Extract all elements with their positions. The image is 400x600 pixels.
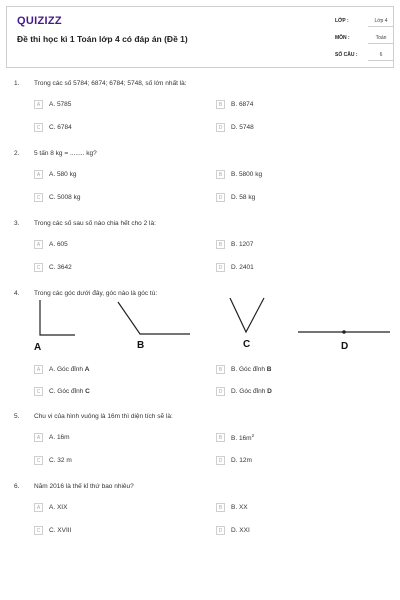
angle-d-figure [298,330,390,334]
option-letter-box: C [34,456,43,465]
option-letter-box: A [34,365,43,374]
option-text: A. XIX [49,504,68,511]
option-b[interactable] [216,364,271,375]
subject-label: MÔN : [335,35,350,41]
option-text: A. 605 [49,241,68,248]
option-a[interactable] [34,169,76,180]
option-a[interactable] [34,502,67,513]
angle-label-c: C [243,339,251,350]
option-text: C. XVIII [49,527,72,534]
angle-a-figure [40,300,75,335]
option-letter-box: A [34,433,43,442]
option-letter-box: C [34,387,43,396]
option-d[interactable] [216,386,272,397]
option-letter-box: A [34,170,43,179]
option-a[interactable] [34,432,70,443]
option-letter-box: B [216,365,225,374]
question-number: 4. [14,290,20,297]
worksheet-title: Đề thi học kì 1 Toán lớp 4 có đáp án (Đề 1) [17,34,188,44]
option-d[interactable] [216,192,255,203]
quizizz-logo: QUIZIZZ [17,15,62,27]
option-letter-box: B [216,240,225,249]
option-text: B. 5800 kg [231,171,263,178]
subject-value: Toán [368,35,394,44]
question-count-value: 6 [368,52,394,61]
grade-label: LỚP : [335,18,349,24]
option-text: D. Góc đỉnh D [231,388,272,395]
option-text: A. 580 kg [49,171,77,178]
option-letter-box: B [216,100,225,109]
angle-label-a: A [34,342,42,353]
option-letter-box: D [216,387,225,396]
option-b[interactable] [216,502,248,513]
question-text: Năm 2016 là thế kỉ thứ bao nhiêu? [34,483,134,490]
grade-value: Lớp 4 [368,18,394,27]
option-text: A. 16m [49,434,70,441]
option-text: B. XX [231,504,248,511]
option-b[interactable] [216,99,253,110]
option-text: C. Góc đỉnh C [49,388,90,395]
option-letter-box: D [216,263,225,272]
option-a[interactable] [34,99,71,110]
angle-c-figure [230,298,264,332]
option-text: B. 1207 [231,241,254,248]
option-letter-box: D [216,123,225,132]
angle-label-d: D [341,341,349,352]
option-letter-box: C [34,123,43,132]
option-letter-box: C [34,193,43,202]
option-letter-box: A [34,503,43,512]
option-a[interactable] [34,239,68,250]
option-text: D. XXI [231,527,250,534]
option-letter-box: D [216,456,225,465]
angle-label-b: B [137,340,145,351]
option-text: D. 5748 [231,124,254,131]
question-text: 5 tấn 8 kg = ........ kg? [34,150,97,157]
worksheet-header [6,6,394,68]
option-text: B. Góc đỉnh B [231,366,272,373]
option-d[interactable] [216,122,254,133]
option-c[interactable] [34,525,71,536]
option-c[interactable] [34,455,72,466]
angle-figures [0,296,400,346]
option-text: D. 12m [231,457,252,464]
question-number: 2. [14,150,20,157]
option-c[interactable] [34,386,90,397]
question-text: Trong các số sau số nào chia hết cho 2 là: [34,220,156,227]
option-text: C. 32 m [49,457,72,464]
question-text: Chu vi của hình vuông là 16m thì diện tích sẽ là: [34,413,173,420]
option-letter-box: B [216,433,225,442]
option-text: A. Góc đỉnh A [49,366,90,373]
option-c[interactable] [34,192,80,203]
question-number: 6. [14,483,20,490]
option-b[interactable] [216,239,253,250]
option-text: D. 58 kg [231,194,256,201]
option-text: C. 3642 [49,264,72,271]
option-text: C. 6784 [49,124,72,131]
question-text: Trong các số 5784; 6874; 6784; 5748, số lớn nhất là: [34,80,187,87]
question-count-label: SỐ CÂU : [335,52,358,58]
option-letter-box: A [34,100,43,109]
question-number: 3. [14,220,20,227]
option-c[interactable] [34,262,72,273]
option-text: D. 2401 [231,264,254,271]
option-d[interactable] [216,525,250,536]
option-d[interactable] [216,262,254,273]
question-number: 5. [14,413,20,420]
option-letter-box: D [216,526,225,535]
option-c[interactable] [34,122,72,133]
option-letter-box: B [216,170,225,179]
option-letter-box: B [216,503,225,512]
option-letter-box: A [34,240,43,249]
option-text: A. 5785 [49,101,72,108]
option-letter-box: C [34,526,43,535]
option-a[interactable] [34,364,89,375]
exponent: 2 [251,432,255,438]
angle-b-figure [118,302,190,334]
option-letter-box: D [216,193,225,202]
option-text: C. 5008 kg [49,194,81,201]
question-text: Trong các góc dưới đây, góc nào là góc tù: [34,290,158,297]
option-text: B. 6874 [231,101,254,108]
question-number: 1. [14,80,20,87]
option-letter-box: C [34,263,43,272]
option-b[interactable] [216,169,262,180]
option-d[interactable] [216,455,252,466]
option-text: B. $16m^2$ [231,432,255,443]
option-b[interactable] [216,432,254,443]
